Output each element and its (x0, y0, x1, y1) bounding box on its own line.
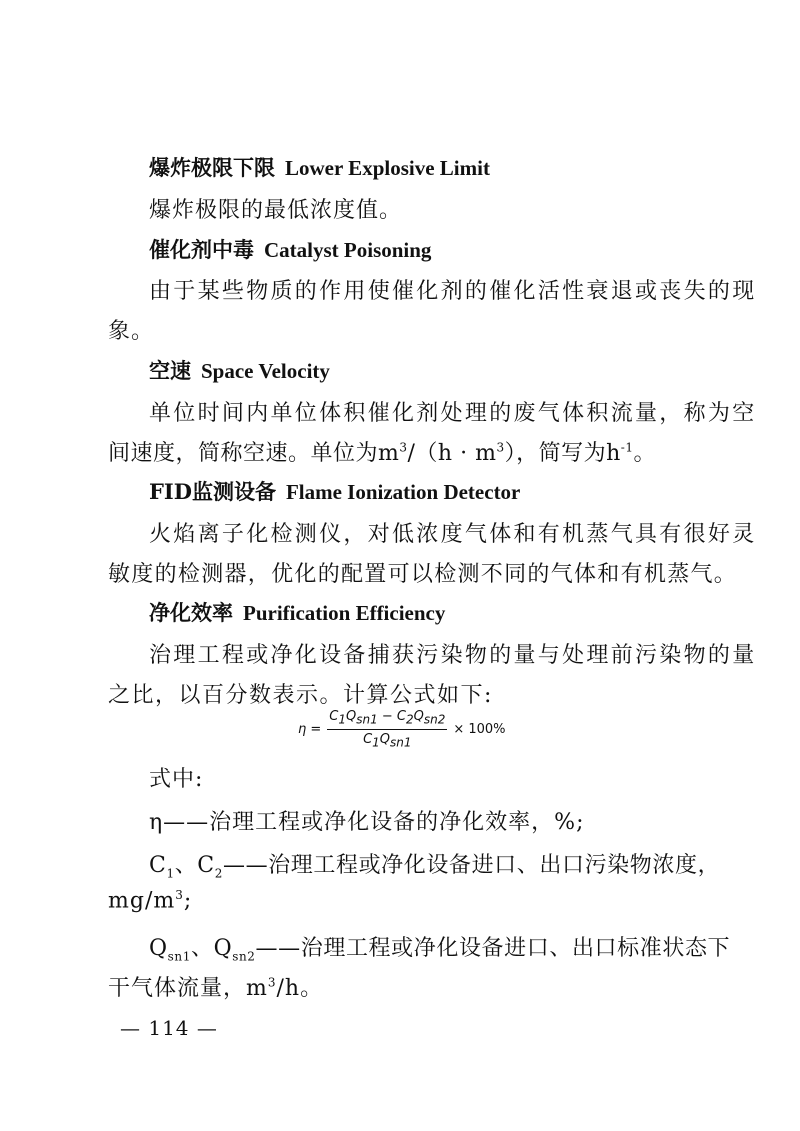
term-definition-continued (108, 436, 656, 467)
term-en: Catalyst Poisoning (264, 238, 432, 262)
term-heading-catalyst-poisoning (149, 234, 431, 264)
superscript: -1 (620, 440, 634, 455)
variable-c: $C_1$、$C_2——$治理工程或净化设备进口、出口污染物浓度， (149, 853, 721, 881)
term-en: Space Velocity (201, 359, 330, 383)
definition-text: 由于某些物质的作用使催化剂的催化活性衰退或丧失的现 (149, 279, 757, 304)
term-heading-space-velocity (149, 355, 330, 385)
page-number: — 114 — (120, 1016, 218, 1040)
term-definition-continued: 之比，以百分数表示。计算公式如下: (108, 683, 493, 708)
term-definition: 火焰离子化检测仪，对低浓度气体和有机蒸气具有很好灵 (149, 522, 757, 547)
term-definition-continued: 象。 (108, 319, 155, 344)
superscript: 3 (399, 440, 408, 455)
where-label: 式中: (149, 767, 204, 792)
term-heading-fid (149, 476, 520, 506)
term-definition: 单位时间内单位体积催化剂处理的废气体积流量，称为空 (149, 401, 757, 426)
superscript: 3 (496, 440, 505, 455)
formula-rhs: × 100% (453, 721, 506, 737)
formula-fraction (327, 709, 447, 749)
term-zh: 催化剂中毒 (149, 237, 254, 262)
term-en: Lower Explosive Limit (285, 156, 490, 180)
text: 间速度，简称空速。单位为m (108, 441, 400, 466)
term-en: Flame Ionization Detector (285, 480, 521, 504)
variable-q-line2: 干气体流量，$m^3/h$。 (108, 975, 324, 1001)
term-zh: 空速 (149, 358, 191, 383)
term-definition (149, 274, 757, 305)
efficiency-formula (298, 706, 506, 752)
formula-denominator: $C_1Q_{sn1}$ (363, 731, 412, 750)
term-en: Purification Efficiency (243, 601, 446, 625)
term-zh: 净化效率 (149, 600, 233, 625)
variable-eta: η——治理工程或净化设备的净化效率，%; (149, 810, 585, 835)
formula-lhs: η = (298, 721, 322, 737)
term-zh: FID监测设备 (149, 479, 276, 504)
term-definition: 治理工程或净化设备捕获污染物的量与处理前污染物的量 (149, 643, 757, 668)
text: /（h · m (407, 441, 497, 466)
term-heading-purification-efficiency (149, 597, 445, 627)
term-definition: 爆炸极限的最低浓度值。 (149, 198, 403, 223)
text: ），简写为h (504, 441, 621, 466)
term-zh: 爆炸极限下限 (149, 155, 275, 180)
variable-q: $Q_{sn1}$、$Q_{sn2}——$治理工程或净化设备进口、出口标准状态下 (149, 936, 731, 964)
term-definition-continued: 敏度的检测器，优化的配置可以检测不同的气体和有机蒸气。 (108, 562, 738, 587)
term-heading-lower-explosive-limit (149, 152, 490, 182)
formula-numerator: $C_1Q_{sn1} - C_2Q_{sn2}$ (327, 709, 447, 730)
variable-c-unit: $mg/m^3$; (108, 888, 193, 914)
text: 。 (633, 441, 656, 466)
